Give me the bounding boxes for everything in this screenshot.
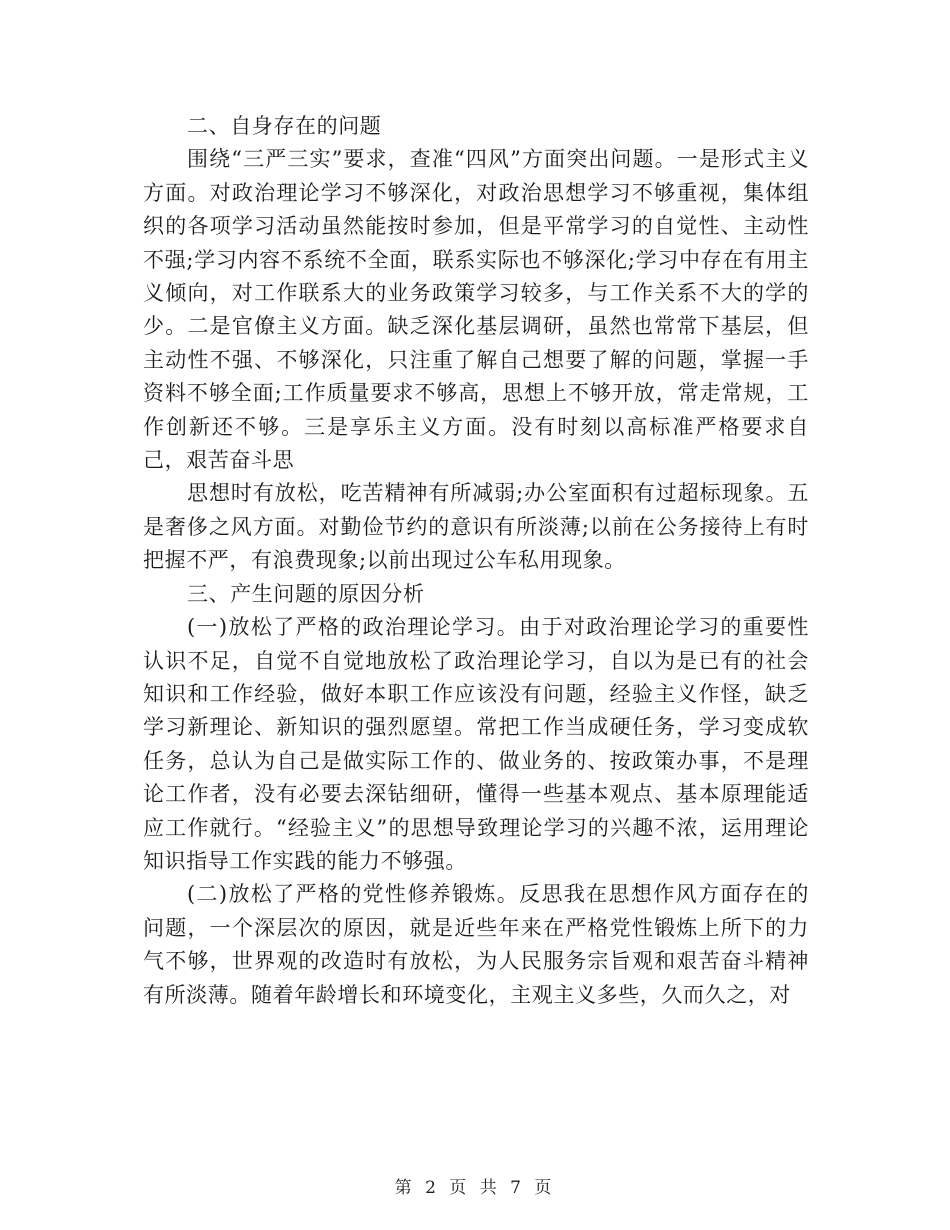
section-heading-problems: 二、自身存在的问题: [187, 114, 382, 138]
page-number-footer: 第 2 页 共 7 页: [394, 1178, 556, 1198]
document-body: [143, 110, 809, 1012]
paragraph-cause-party-spirit: (二)放松了严格的党性修养锻炼。反思我在思想作风方面存在的问题，一个深层次的原因，就是近些年来在严格党性锻炼上所下的力气不够，世界观的改造时有放松，为人民服务宗旨观和艰苦奋斗精神有所淡薄。随着年龄增长和环境变化，主观主义多些，久而久之，对: [143, 882, 809, 1007]
section-heading-causes: 三、产生问题的原因分析: [187, 581, 425, 606]
paragraph-cause-theory-study: (一)放松了严格的政治理论学习。由于对政治理论学习的重要性认识不足，自觉不自觉地放松了政治理论学习，自以为是已有的社会知识和工作经验，做好本职工作应该没有问题，经验主义作怪，缺乏学习新理论、新知识的强烈愿望。常把工作当成硬任务，学习变成软任务，总认为自己是做实际工作的、做业务的、按政策办事，不是理论工作者，没有必要去深钻细研，懂得一些基本观点、基本原理能适应工作就行。“经验主义”的思想导致理论学习的兴趣不浓，运用理论知识指导工作实践的能力不够强。: [143, 615, 809, 873]
paragraph-continuation: 思想时有放松，吃苦精神有所减弱;办公室面积有过超标现象。五是奢侈之风方面。对勤俭节约的意识有所淡薄;以前在公务接待上有时把握不严，有浪费现象;以前出现过公车私用现象。: [143, 481, 809, 573]
paragraph-four-winds: 围绕“三严三实”要求，查准“四风”方面突出问题。一是形式主义方面。对政治理论学习不够深化，对政治思想学习不够重视，集体组织的各项学习活动虽然能按时参加，但是平常学习的自觉性、主动性不强;学习内容不系统不全面，联系实际也不够深化;学习中存在有用主义倾向，对工作联系大的业务政策学习较多，与工作关系不大的学的少。二是官僚主义方面。缺乏深化基层调研，虽然也常常下基层，但主动性不强、不够深化，只注重了解自己想要了解的问题，掌握一手资料不够全面;工作质量要求不够高，思想上不够开放，常走常规，工作创新还不够。三是享乐主义方面。没有时刻以高标准严格要求自己，艰苦奋斗思: [143, 147, 809, 473]
